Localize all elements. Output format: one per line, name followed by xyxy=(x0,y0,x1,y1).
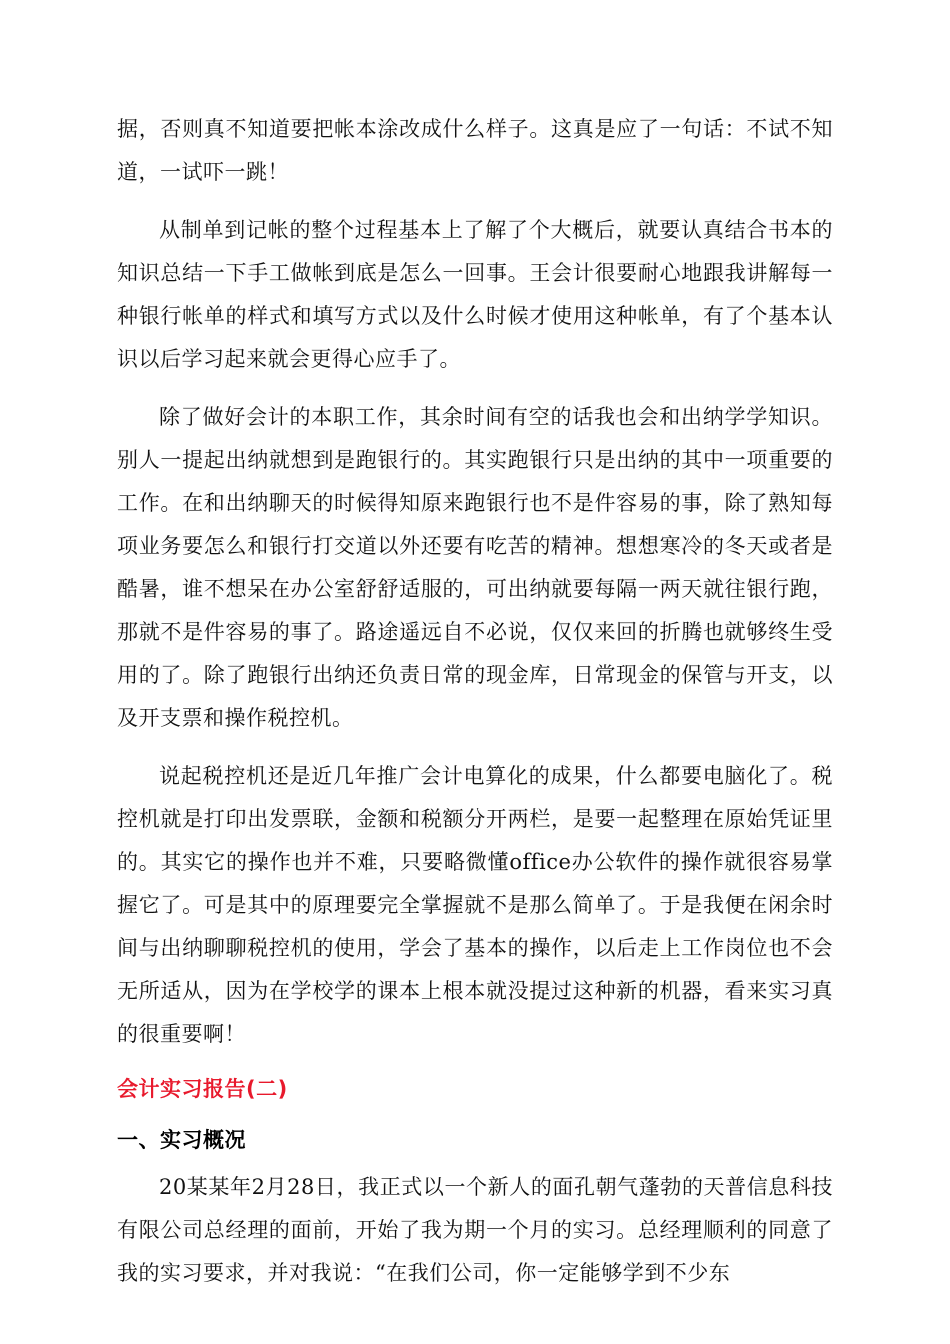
document-body xyxy=(117,108,833,1295)
paragraph-cashier: 除了做好会计的本职工作，其余时间有空的话我也会和出纳学学知识。别人一提起出纳就想到是跑银行的。其实跑银行只是出纳的其中一项重要的工作。在和出纳聊天的时候得知原来跑银行也不是件容易的事，除了熟知每项业务要怎么和银行打交道以外还要有吃苦的精神。想想寒冷的冬天或者是酷暑，谁不想呆在办公室舒舒适服的，可出纳就要每隔一两天就往银行跑，那就不是件容易的事了。路途遥远自不必说，仅仅来回的折腾也就够终生受用的了。除了跑银行出纳还负责日常的现金库，日常现金的保管与开支，以及开支票和操作税控机。 xyxy=(117,405,833,730)
paragraph-internship-overview: 20某某年2月28日，我正式以一个新人的面孔朝气蓬勃的天普信息科技有限公司总经理的面前，开始了我为期一个月的实习。总经理顺利的同意了我的实习要求，并对我说：“在我们公司，你一定能够学到不少东 xyxy=(117,1175,833,1285)
section-title: 会计实习报告(二) xyxy=(117,1077,288,1101)
paragraph-continuation: 据，否则真不知道要把帐本涂改成什么样子。这真是应了一句话：不试不知道，一试吓一跳！ xyxy=(117,117,833,184)
paragraph-tax-machine: 说起税控机还是近几年推广会计电算化的成果，什么都要电脑化了。税控机就是打印出发票联，金额和税额分开两栏，是要一起整理在原始凭证里的。其实它的操作也并不难，只要略微懂office办公软件的操作就很容易掌握它了。可是其中的原理要完全掌握就不是那么简单了。于是我便在闲余时间与出纳聊聊税控机的使用，学会了基本的操作，以后走上工作岗位也不会无所适从，因为在学校学的课本上根本就没提过这种新的机器，看来实习真的很重要啊！ xyxy=(117,764,833,1046)
subsection-title: 一、实习概况 xyxy=(117,1128,246,1152)
paragraph-bookkeeping: 从制单到记帐的整个过程基本上了解了个大概后，就要认真结合书本的知识总结一下手工做帐到底是怎么一回事。王会计很要耐心地跟我讲解每一种银行帐单的样式和填写方式以及什么时候才使用这种帐单，有了个基本认识以后学习起来就会更得心应手了。 xyxy=(117,218,833,371)
